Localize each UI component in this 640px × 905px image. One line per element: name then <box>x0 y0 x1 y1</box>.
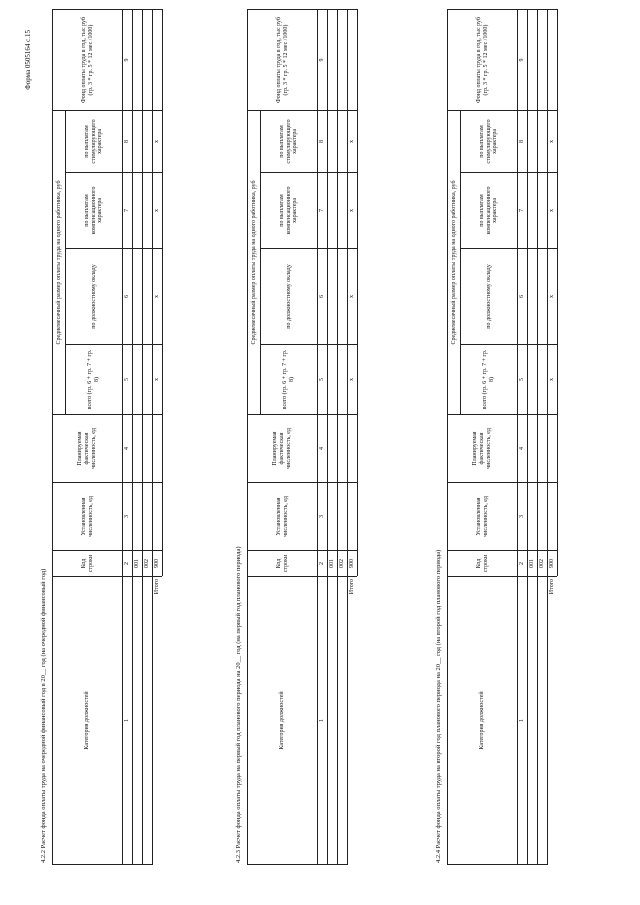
cell-empty <box>338 111 348 173</box>
cell-empty <box>538 577 548 865</box>
cell-empty <box>143 577 153 865</box>
cell-empty <box>338 10 348 111</box>
col-num: 5 <box>123 345 133 415</box>
cell-empty <box>528 173 538 249</box>
header-compensation: по выплатам компенсационного характера <box>461 173 518 249</box>
cell-empty <box>143 415 153 483</box>
cell-empty <box>338 173 348 249</box>
x-mark: х <box>548 173 558 249</box>
cell-empty <box>538 111 548 173</box>
cell-empty <box>528 483 538 551</box>
cell-empty <box>528 577 538 865</box>
cell-empty <box>538 415 548 483</box>
col-num: 7 <box>318 173 328 249</box>
cell-empty <box>328 173 338 249</box>
col-num: 7 <box>123 173 133 249</box>
header-stimulating: по выплатам стимулирующего характера <box>261 111 318 173</box>
header-planned: Планируемая фактическая численность, ед <box>53 415 123 483</box>
row-code: 002 <box>338 551 348 577</box>
col-num: 8 <box>518 111 528 173</box>
header-line-code: Код строки <box>448 551 518 577</box>
cell-empty <box>548 10 558 111</box>
row-code: 002 <box>538 551 548 577</box>
col-num: 6 <box>518 249 528 345</box>
x-mark: х <box>548 249 558 345</box>
cell-empty <box>143 10 153 111</box>
col-num: 2 <box>518 551 528 577</box>
cell-empty <box>538 483 548 551</box>
fund-table-2 <box>247 9 358 865</box>
cell-empty <box>338 483 348 551</box>
cell-empty <box>143 173 153 249</box>
cell-empty <box>548 483 558 551</box>
col-num: 4 <box>318 415 328 483</box>
header-avg-group: Среднемесячный размер оплаты труда на одного работника, руб <box>53 111 66 415</box>
cell-empty <box>528 345 538 415</box>
cell-empty <box>153 483 163 551</box>
header-salary: по должностному окладу <box>461 249 518 345</box>
header-fund: Фонд оплаты труда в год, тыс руб (гр. 3 * гр. 5 * 12 мес /1000) <box>448 10 518 111</box>
col-num: 6 <box>318 249 328 345</box>
table-row <box>143 10 153 865</box>
header-stimulating: по выплатам стимулирующего характера <box>66 111 123 173</box>
header-established: Установленная численность, ед <box>248 483 318 551</box>
total-code: 900 <box>348 551 358 577</box>
header-compensation: по выплатам компенсационного характера <box>261 173 318 249</box>
cell-empty <box>143 483 153 551</box>
col-num: 1 <box>318 577 328 865</box>
fund-table-1 <box>52 9 163 865</box>
x-mark: х <box>348 173 358 249</box>
cell-empty <box>133 173 143 249</box>
total-label: Итого <box>153 577 163 865</box>
form-code: Форма 0505164 с.15 <box>24 30 32 90</box>
header-compensation: по выплатам компенсационного характера <box>66 173 123 249</box>
cell-empty <box>338 249 348 345</box>
fund-table-3 <box>447 9 558 865</box>
cell-empty <box>328 249 338 345</box>
cell-empty <box>528 111 538 173</box>
cell-empty <box>133 415 143 483</box>
header-line-code: Код строки <box>53 551 123 577</box>
cell-empty <box>143 111 153 173</box>
cell-empty <box>348 10 358 111</box>
total-label: Итого <box>548 577 558 865</box>
total-label: Итого <box>348 577 358 865</box>
header-fund: Фонд оплаты труда в год, тыс руб (гр. 3 * гр. 5 * 12 мес /1000) <box>248 10 318 111</box>
header-total: всего (гр. 6 + гр. 7 + гр. 8) <box>261 345 318 415</box>
col-num: 9 <box>318 10 328 111</box>
cell-empty <box>153 10 163 111</box>
cell-empty <box>133 249 143 345</box>
cell-empty <box>338 345 348 415</box>
col-num: 9 <box>123 10 133 111</box>
total-row <box>153 10 163 865</box>
row-code: 001 <box>528 551 538 577</box>
header-planned: Планируемая фактическая численность, ед <box>448 415 518 483</box>
cell-empty <box>338 577 348 865</box>
cell-empty <box>328 415 338 483</box>
header-salary: по должностному окладу <box>66 249 123 345</box>
cell-empty <box>528 415 538 483</box>
col-num: 2 <box>123 551 133 577</box>
x-mark: х <box>153 173 163 249</box>
cell-empty <box>328 577 338 865</box>
total-row <box>548 10 558 865</box>
row-code: 002 <box>143 551 153 577</box>
header-planned: Планируемая фактическая численность, ед <box>248 415 318 483</box>
cell-empty <box>338 415 348 483</box>
table-row <box>338 10 348 865</box>
cell-empty <box>348 483 358 551</box>
col-num: 3 <box>123 483 133 551</box>
cell-empty <box>328 10 338 111</box>
total-code: 900 <box>548 551 558 577</box>
header-established: Установленная численность, ед <box>53 483 123 551</box>
header-stimulating: по выплатам стимулирующего характера <box>461 111 518 173</box>
col-num: 1 <box>518 577 528 865</box>
col-num: 7 <box>518 173 528 249</box>
col-num: 8 <box>123 111 133 173</box>
header-category: Категория должностей <box>248 577 318 865</box>
cell-empty <box>538 173 548 249</box>
cell-empty <box>548 415 558 483</box>
cell-empty <box>143 345 153 415</box>
section-heading-1: 4.2.2 Расчет фонда оплаты труда на очередной финансовый год в 20__ год (на очередной финансовый год) <box>40 568 47 863</box>
table-row <box>538 10 548 865</box>
section-heading-3: 4.2.4 Расчет фонда оплаты труда на второй год планового периода на 20__ год (на второй год планового периода) <box>435 549 442 863</box>
section-heading-2: 4.2.3 Расчет фонда оплаты труда на первый год планового периода на 20__ год (на первый год планового периода) <box>235 546 242 863</box>
x-mark: х <box>348 249 358 345</box>
header-category: Категория должностей <box>53 577 123 865</box>
col-num: 6 <box>123 249 133 345</box>
header-total: всего (гр. 6 + гр. 7 + гр. 8) <box>461 345 518 415</box>
header-line-code: Код строки <box>248 551 318 577</box>
cell-empty <box>348 415 358 483</box>
col-num: 4 <box>123 415 133 483</box>
header-avg-group: Среднемесячный размер оплаты труда на одного работника, руб <box>448 111 461 415</box>
row-code: 001 <box>328 551 338 577</box>
cell-empty <box>133 111 143 173</box>
header-established: Установленная численность, ед <box>448 483 518 551</box>
cell-empty <box>133 483 143 551</box>
header-fund: Фонд оплаты труда в год, тыс руб (гр. 3 * гр. 5 * 12 мес /1000) <box>53 10 123 111</box>
col-num: 5 <box>518 345 528 415</box>
x-mark: х <box>348 111 358 173</box>
col-num: 3 <box>318 483 328 551</box>
header-salary: по должностному окладу <box>261 249 318 345</box>
x-mark: х <box>153 345 163 415</box>
col-num: 1 <box>123 577 133 865</box>
total-row <box>348 10 358 865</box>
header-avg-group: Среднемесячный размер оплаты труда на одного работника, руб <box>248 111 261 415</box>
x-mark: х <box>153 111 163 173</box>
col-num: 2 <box>318 551 328 577</box>
cell-empty <box>153 415 163 483</box>
col-num: 5 <box>318 345 328 415</box>
row-code: 001 <box>133 551 143 577</box>
x-mark: х <box>153 249 163 345</box>
cell-empty <box>538 10 548 111</box>
header-category: Категория должностей <box>448 577 518 865</box>
col-num: 4 <box>518 415 528 483</box>
col-num: 9 <box>518 10 528 111</box>
table-row <box>528 10 538 865</box>
table-row <box>133 10 143 865</box>
cell-empty <box>538 249 548 345</box>
cell-empty <box>528 10 538 111</box>
col-num: 8 <box>318 111 328 173</box>
cell-empty <box>133 577 143 865</box>
table-row <box>328 10 338 865</box>
cell-empty <box>328 111 338 173</box>
cell-empty <box>538 345 548 415</box>
cell-empty <box>143 249 153 345</box>
header-total: всего (гр. 6 + гр. 7 + гр. 8) <box>66 345 123 415</box>
total-code: 900 <box>153 551 163 577</box>
cell-empty <box>328 345 338 415</box>
cell-empty <box>133 345 143 415</box>
x-mark: х <box>548 345 558 415</box>
cell-empty <box>528 249 538 345</box>
cell-empty <box>328 483 338 551</box>
x-mark: х <box>348 345 358 415</box>
x-mark: х <box>548 111 558 173</box>
cell-empty <box>133 10 143 111</box>
col-num: 3 <box>518 483 528 551</box>
